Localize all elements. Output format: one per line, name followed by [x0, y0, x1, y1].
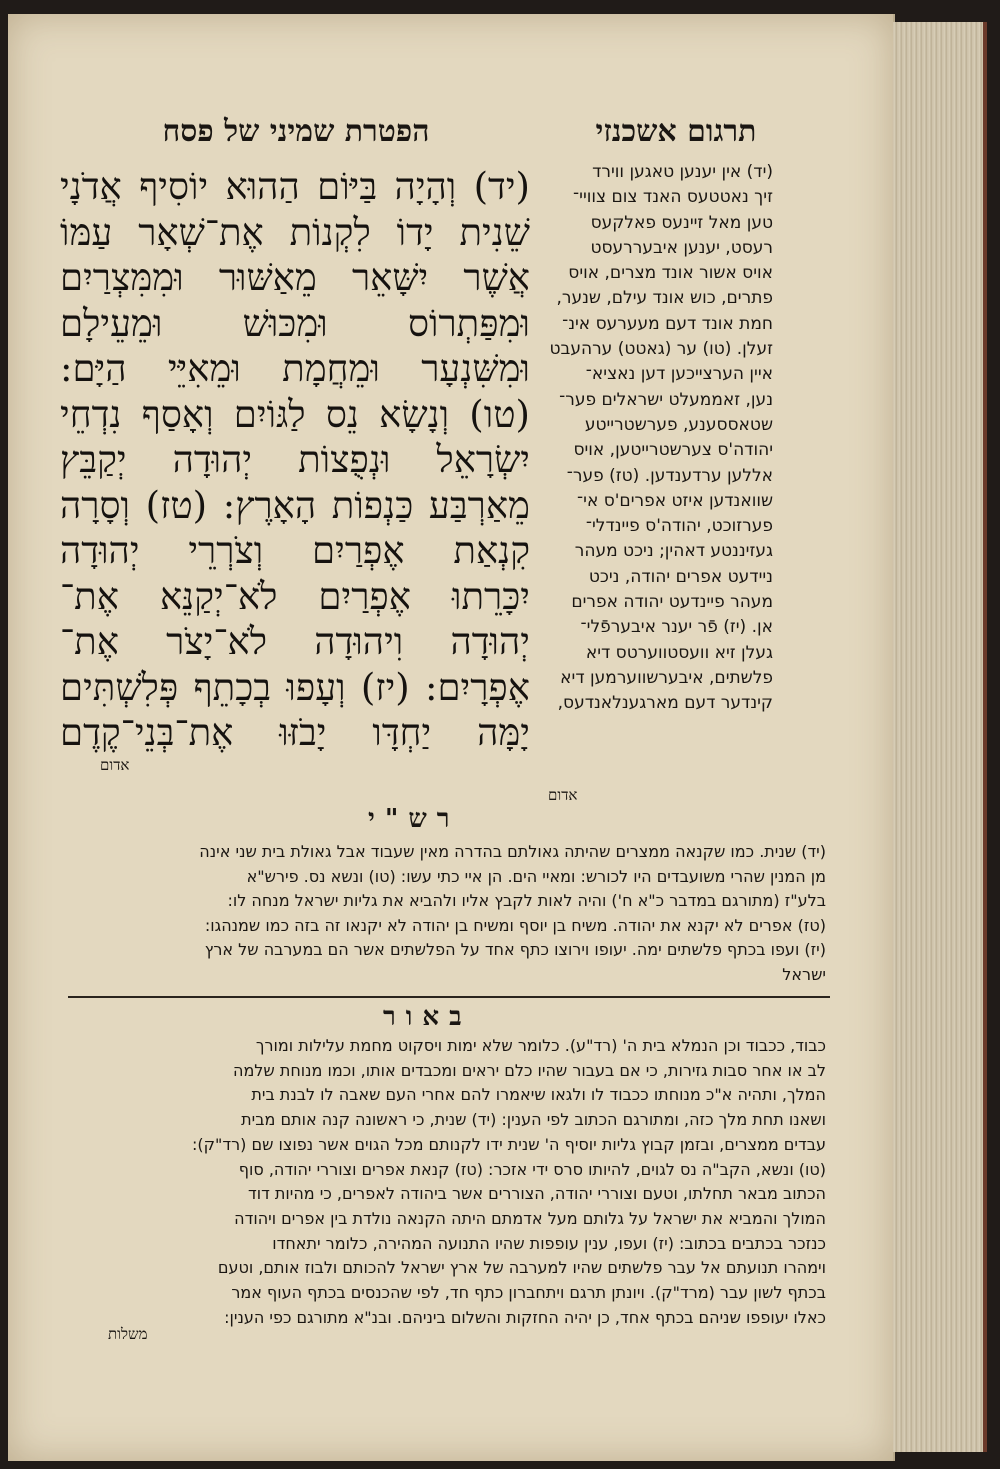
text-line: כנזכר בכתבים בכתוב: (יז) ועפו, ענין עופפות שהיו התנועה המהירה, כלומר יתאחדו — [272, 1233, 826, 1253]
text-line: הכתוב מבאר תחלתו, וטעם וצוררי יהודה, הצוררים אשר ביהודה לאפרים, כי מהיות דוד — [247, 1184, 826, 1204]
book-page-edges — [893, 22, 987, 1452]
text-line: המולך והמביא את ישראל על גלותם מעל אדמתם היתה הקנאה נולדת בין אפרים ויהודה — [234, 1208, 826, 1228]
text-line: זיך נאטטעס האנד צום צוויי־ — [573, 187, 773, 208]
text-line: אֲשֶׁר יִשָּׁאֵר מֵאַשּׁוּר וּמִמִּצְרַיִם — [60, 256, 530, 299]
text-line: געזיננטע דאהין; ניכט מעהר — [574, 541, 773, 562]
book-page — [8, 14, 895, 1461]
text-line: לב או אחר סבות גזירות, כי אם בעבור שהיו כלם יראים ומכבדים אותו, וכמו מנוחת שלמה — [232, 1060, 826, 1080]
text-line: בכתף לשון עבר (מרד"ק). ויונתן תרגם ויתחברון כתף חד, לפי שהכנסים בכתף העוף אמר — [231, 1283, 826, 1303]
section-divider — [68, 996, 830, 998]
text-line: חמת אונד דעם מעערעס אינ־ — [562, 313, 773, 334]
text-line: יהודה'ס צערשטרייטען, אויס — [573, 440, 773, 461]
haftarah-title: הפטרת שמיני של פסח — [162, 114, 430, 149]
biur-catchword: משלות — [108, 1325, 148, 1343]
text-line: בלע"ז (מתורגם במדבר כ"א ח') והיה לאות לקבץ אליו ולהביא את גליות ישראל מנחה לו: — [227, 891, 826, 910]
text-line: טען מאל זיינעס פאלקעס — [590, 212, 773, 233]
text-line: (טז) אפרים לא יקנא את יהודה. משיח בן יוסף ומשיח בן יהודה לא יקנאו זה בזה כמו שמנהגו: — [204, 915, 826, 935]
text-line: עבדים ממצרים, ובזמן קבוץ גליות יוסיף ה' שנית ידו לקנותם מכל הגוים אשר נפוצו שם (רד"ק): — [192, 1134, 826, 1154]
text-line: פערזוכט, יהודה'ס פיינדלי־ — [585, 516, 773, 537]
text-line: ישראל — [782, 964, 826, 984]
text-line: (טו) ונשא, הקב"ה נס לגוים, להיותו סרס ידי אזכר: (טז) קנאת אפרים וצוררי יהודה, סוף — [238, 1159, 826, 1179]
text-line: נען, זאממעלט ישראלים פער־ — [559, 389, 773, 410]
text-line: המלך, ותהיה א"כ מנוחתו ככבוד לו ולגאו שיאמרו להם אחרי העם שאבה לו לבנת בית — [251, 1085, 826, 1105]
text-line: יָמָּה יַחְדָּו יָבֹזּוּ אֶת־בְּנֵי־קֶדֶם — [60, 711, 530, 754]
text-line: ניידעט אפרים יהודה, ניכט — [588, 566, 773, 587]
translation-title: תרגום אשכנזי — [595, 114, 757, 149]
text-line: אן. (יז) פֿר יענר איבערפֿלי־ — [580, 617, 773, 638]
text-line: שוואנדען איזט אפרים'ס אי־ — [577, 490, 773, 511]
text-line: יִכָּרֵתוּ אֶפְרַיִם לֹא־יְקַנֵּא אֶת־ — [60, 574, 530, 618]
text-line: כאלו יעופפו שניהם בכתף אחד, כן יהיה החזקות והשלום ביניהם. ובנ"א מתורגם כפי הענין: — [224, 1307, 826, 1327]
rashi-commentary — [74, 840, 826, 987]
text-line: אויס אשור אונד מצרים, אויס — [568, 263, 773, 284]
side-catchword: אדום — [548, 786, 578, 804]
text-line: אללען ערדענדען. (טז) פער־ — [566, 465, 773, 486]
text-line: כבוד, ככבוד וכן הנמלא בית ה' (רד"ע). כלומר שלא ימות ויסקוט מחמת עלילות ומורך — [255, 1036, 826, 1055]
text-line: יְהוּדָה וִיהוּדָה לֹא־יָצֹר אֶת־ — [60, 620, 530, 663]
text-line: קִנְאַת אֶפְרַיִם וְצֹרְרֵי יְהוּדָה — [60, 529, 530, 572]
text-line: אֶפְרָיִם: (יז) וְעָפוּ בְכָתֵף פְּלִשְׁתִּים — [60, 665, 530, 709]
text-line: וּמִשִּׁנְעָר וּמֵחֲמָת וּמֵאִיֵּי הַיָּם: — [60, 347, 530, 390]
text-line: (טו) וְנָשָׂא נֵס לַגּוֹיִם וְאָסַף נִדְחֵי — [60, 392, 530, 436]
text-line: (יד) שנית. כמו שקנאה ממצרים שהיתה גאולתם בהדרה מאין שעבוד אבל גאולת בית שני אינה — [199, 842, 826, 861]
text-line: מעהר פיינדעט יהודה אפרים — [571, 592, 773, 613]
text-line: איין הערצייכען דען נאציא־ — [585, 364, 773, 385]
main-catchword: אדום — [100, 756, 130, 774]
text-line: שֵׁנִית יָדוֹ לִקְנוֹת אֶת־שְׁאָר עַמּוֹ — [60, 210, 530, 254]
text-line: (יד) וְהָיָה בַּיּוֹם הַהוּא יוֹסִיף אֲדֹנָי — [60, 165, 530, 208]
biur-commentary — [74, 1034, 826, 1330]
text-line: וּמִפַּתְרוֹס וּמִכּוּשׁ וּמֵעֵילָם — [60, 301, 530, 345]
text-line: פתרים, כוש אונד עילם, שנער, — [556, 288, 773, 309]
hebrew-main-text — [60, 164, 530, 756]
text-line: געלן זיא וועסטווערטס דיא — [585, 642, 773, 663]
text-line: רעסט, יענען איבעררעסט — [590, 237, 773, 258]
text-line: (יז) ועפו בכתף פלשתים ימה. יעופו וירוצו כתף אחד על הפלשתים אשר הם במערבה של ארץ — [204, 940, 826, 959]
text-line: פלשתים, איבערשווערמען דיא — [560, 667, 773, 688]
text-line: קינדער דעם מארגענלאנדעס, — [557, 693, 773, 714]
biur-heading: באור — [383, 1002, 472, 1032]
text-line: מן המנין שהרי משועבדים היו לכורש: ומאיי הים. הן איי כתי עשו: (טו) ונשא נס. פירש"א — [246, 866, 826, 886]
text-line: (יד) אין יענען טאגען ווירד — [592, 162, 773, 182]
text-line: שטאססענע, פערשטרייטע — [584, 414, 773, 435]
text-line: זעלן. (טו) ער (גאטט) ערהעבט — [549, 339, 773, 360]
text-line: וימהרו תנועתם אל עבר פלשתים שהיו למערבה של ארץ ישראל להכותם ולבוז אותם, וטעם — [217, 1258, 826, 1278]
text-line: מֵאַרְבַּע כַּנְפוֹת הָאָרֶץ: (טז) וְסָרָה — [60, 483, 530, 527]
text-line: יִשְׂרָאֵל וּנְפֻצוֹת יְהוּדָה יְקַבֵּץ — [60, 438, 530, 481]
text-line: ושאנו תחת מלך כזה, ומתורגם הכתוב לפי הענין: (יד) שנית, כי ראשונה קנה אותם מבית — [241, 1110, 826, 1130]
german-translation-column — [541, 160, 773, 717]
rashi-heading: רש"י — [368, 804, 460, 834]
